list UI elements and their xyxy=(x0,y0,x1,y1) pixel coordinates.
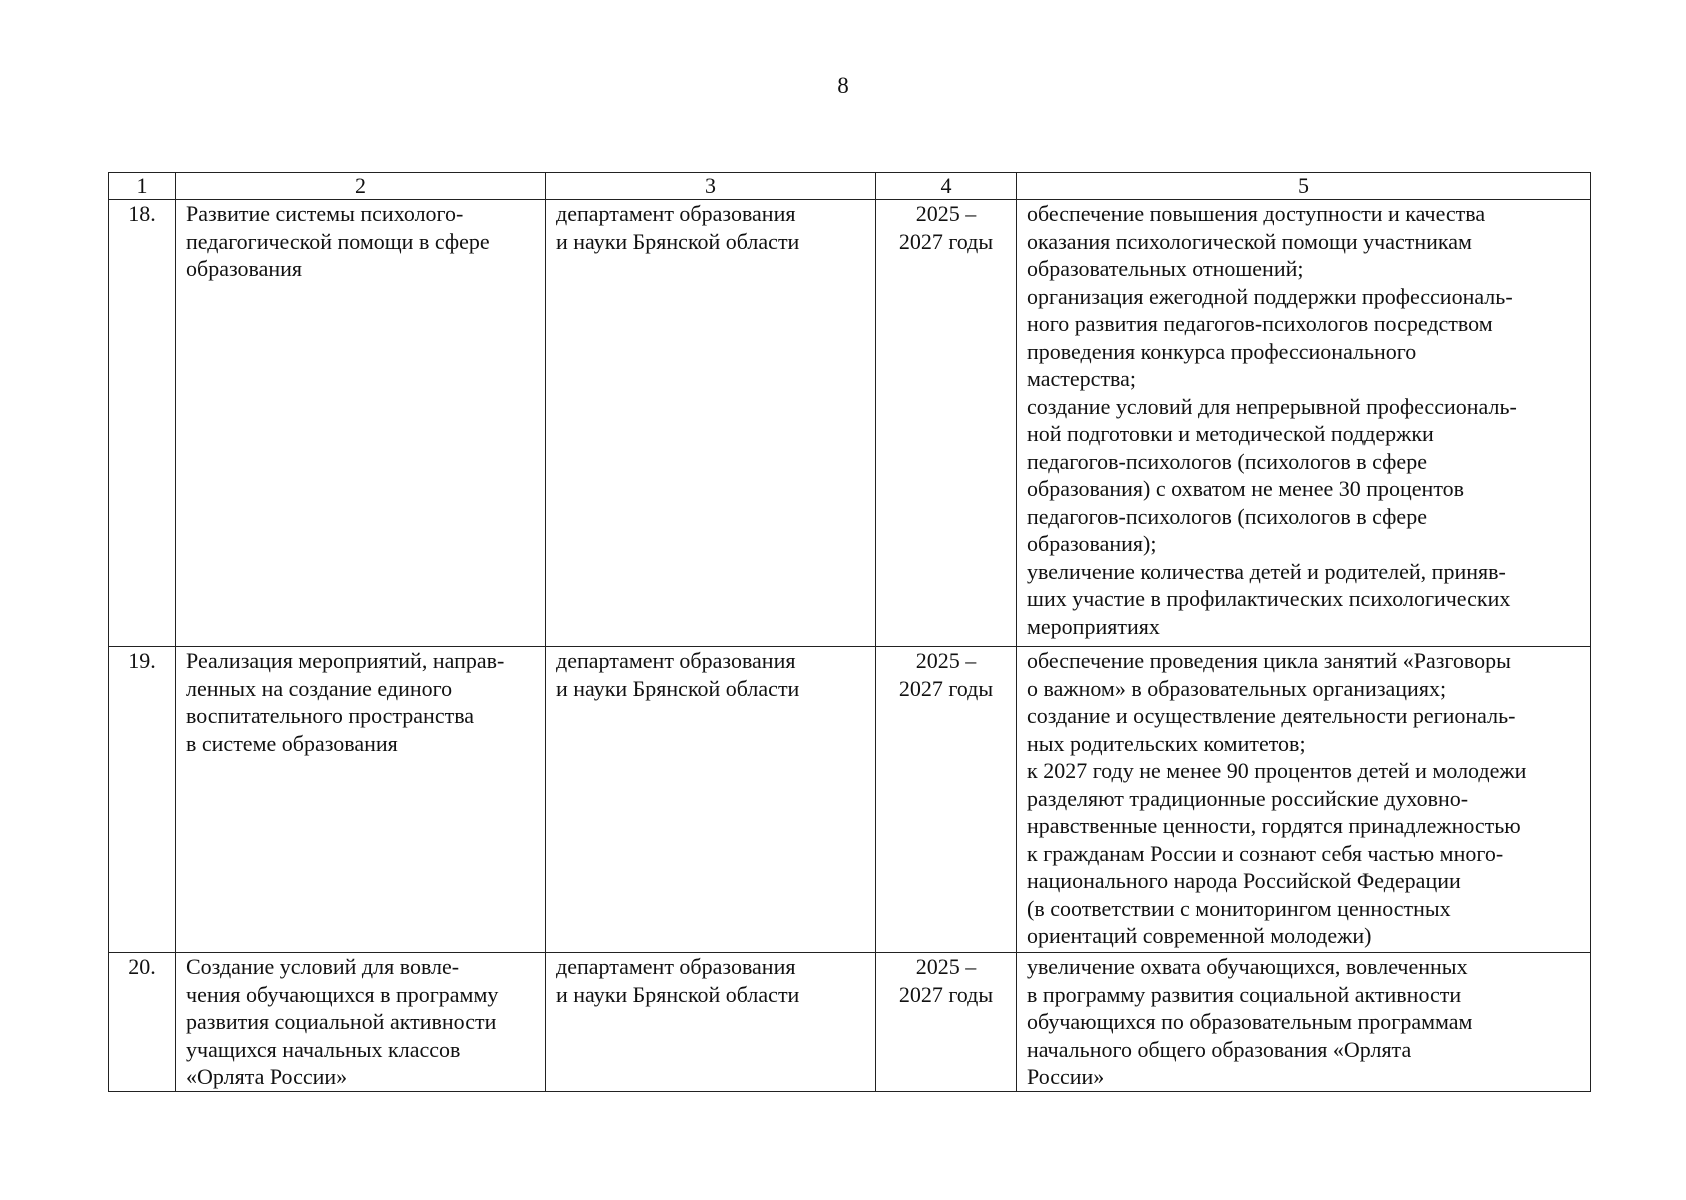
period-cell xyxy=(876,647,1017,953)
period-line: 2025 – xyxy=(915,954,977,979)
result-line: создание и осуществление деятельности региональ- xyxy=(1027,703,1516,728)
result-line: мастерства; xyxy=(1027,366,1137,391)
table-row xyxy=(109,200,1591,647)
responsible-line: департамент образования xyxy=(556,201,796,226)
result-line: разделяют традиционные российские духовно- xyxy=(1027,785,1469,811)
measure-line: «Орлята России» xyxy=(186,1064,348,1089)
header-col-number: 1 xyxy=(109,173,176,200)
result-line: в программу развития социальной активности xyxy=(1027,981,1462,1007)
result-line: увеличение количества детей и родителей, приняв- xyxy=(1027,558,1506,584)
result-line: ных родительских комитетов; xyxy=(1027,730,1306,756)
header-col-period: 4 xyxy=(876,173,1017,200)
responsible-cell xyxy=(546,953,876,1092)
result-line: обучающихся по образовательным программам xyxy=(1027,1009,1473,1034)
result-line: (в соответствии с мониторингом ценностных xyxy=(1027,895,1451,921)
measures-table xyxy=(108,172,1591,1092)
period-line: 2027 годы xyxy=(898,675,994,701)
result-line: ших участие в профилактических психологических xyxy=(1027,586,1511,611)
measure-line: чения обучающихся в программу xyxy=(186,981,499,1007)
header-row xyxy=(109,173,1591,200)
result-line: образовательных отношений; xyxy=(1027,256,1304,281)
measure-line: Реализация мероприятий, направ- xyxy=(186,648,505,673)
result-line: оказания психологической помощи участникам xyxy=(1027,228,1472,254)
result-cell xyxy=(1017,647,1591,953)
table-row xyxy=(109,647,1591,953)
responsible-cell xyxy=(546,647,876,953)
table-body xyxy=(109,200,1591,1092)
result-line: увеличение охвата обучающихся, вовлеченных xyxy=(1027,954,1468,979)
header-col-result: 5 xyxy=(1017,173,1591,200)
table-header xyxy=(109,173,1591,200)
result-line: о важном» в образовательных организациях; xyxy=(1027,675,1447,701)
result-line: обеспечение повышения доступности и качества xyxy=(1027,201,1486,226)
result-line: национального народа Российской Федерации xyxy=(1027,868,1461,893)
result-line: нравственные ценности, гордятся принадлежностью xyxy=(1027,813,1521,838)
row-number: 19. xyxy=(109,647,176,953)
period-cell xyxy=(876,953,1017,1092)
period-line: 2025 – xyxy=(915,201,977,226)
result-line: ного развития педагогов-психологов посредством xyxy=(1027,311,1493,336)
measure-line: Развитие системы психолого- xyxy=(186,201,464,226)
period-line: 2027 годы xyxy=(898,981,994,1007)
result-line: мероприятиях xyxy=(1027,613,1160,639)
responsible-line: и науки Брянской области xyxy=(556,228,800,254)
result-line: образования) с охватом не менее 30 процентов xyxy=(1027,476,1465,501)
measure-line: ленных на создание единого xyxy=(186,675,453,701)
result-cell xyxy=(1017,200,1591,647)
measure-cell xyxy=(176,647,546,953)
result-line: начального общего образования «Орлята xyxy=(1027,1036,1412,1062)
result-line: создание условий для непрерывной профессиональ- xyxy=(1027,393,1517,419)
result-line: России» xyxy=(1027,1064,1105,1089)
result-cell xyxy=(1017,953,1591,1092)
period-cell xyxy=(876,200,1017,647)
result-line: проведения конкурса профессионального xyxy=(1027,338,1417,364)
measure-line: воспитательного пространства xyxy=(186,703,475,728)
header-col-responsible: 3 xyxy=(546,173,876,200)
period-line: 2025 – xyxy=(915,648,977,673)
table-row xyxy=(109,953,1591,1092)
responsible-line: и науки Брянской области xyxy=(556,981,800,1007)
result-line: педагогов-психологов (психологов в сфере xyxy=(1027,503,1427,529)
period-line: 2027 годы xyxy=(898,228,994,254)
result-line: педагогов-психологов (психологов в сфере xyxy=(1027,448,1427,474)
measure-cell xyxy=(176,200,546,647)
result-line: обеспечение проведения цикла занятий «Разговоры xyxy=(1027,648,1511,673)
result-line: образования); xyxy=(1027,531,1157,556)
measure-line: образования xyxy=(186,256,303,281)
row-number: 18. xyxy=(109,200,176,647)
result-line: ориентаций современной молодежи) xyxy=(1027,923,1372,948)
row-number: 20. xyxy=(109,953,176,1092)
responsible-cell xyxy=(546,200,876,647)
measure-cell xyxy=(176,953,546,1092)
responsible-line: департамент образования xyxy=(556,648,796,673)
result-line: к 2027 году не менее 90 процентов детей и молодежи xyxy=(1027,758,1527,783)
result-line: ной подготовки и методической поддержки xyxy=(1027,421,1434,446)
measure-line: развития социальной активности xyxy=(186,1009,497,1034)
header-col-measure: 2 xyxy=(176,173,546,200)
responsible-line: и науки Брянской области xyxy=(556,675,800,701)
measure-line: педагогической помощи в сфере xyxy=(186,228,490,254)
page-number: 8 xyxy=(837,73,849,98)
responsible-line: департамент образования xyxy=(556,954,796,979)
result-line: к гражданам России и сознают себя частью много- xyxy=(1027,840,1504,866)
measure-line: в системе образования xyxy=(186,730,398,756)
result-line: организация ежегодной поддержки профессиональ- xyxy=(1027,283,1513,309)
measure-line: учащихся начальных классов xyxy=(186,1036,461,1062)
measure-line: Создание условий для вовле- xyxy=(186,954,460,979)
